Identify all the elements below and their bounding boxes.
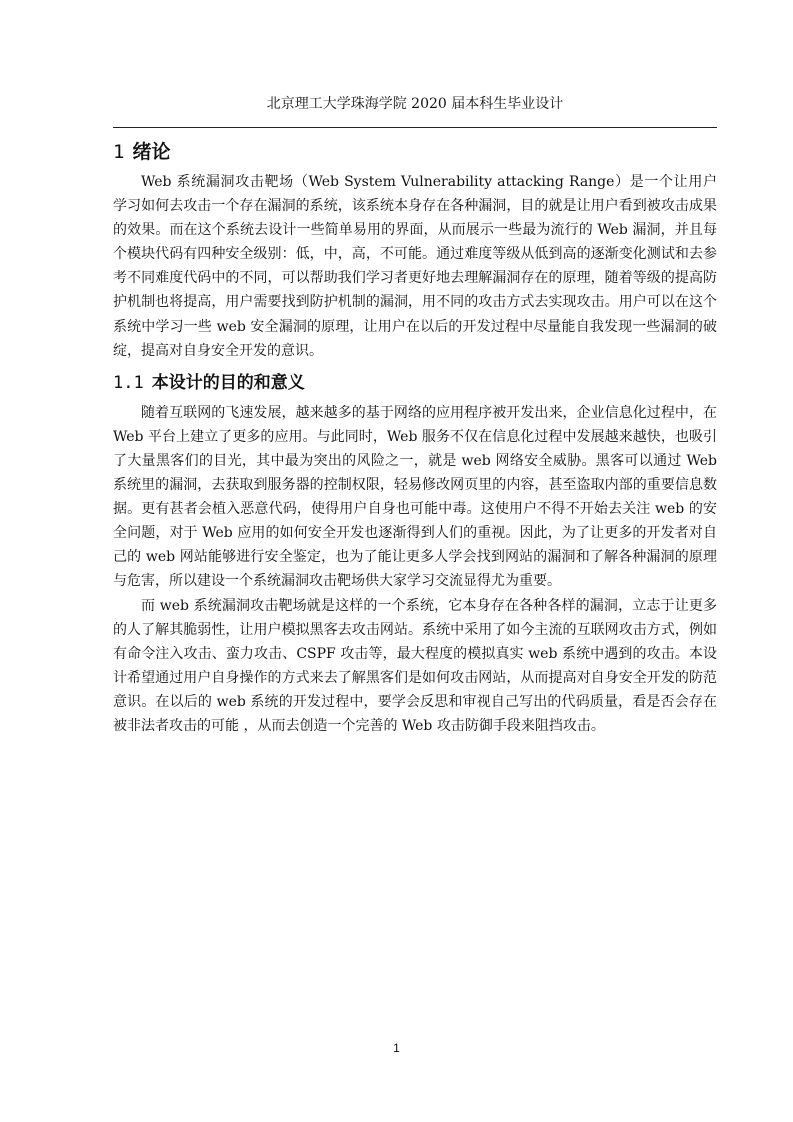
running-header: 北京理工大学珠海学院 2020 届本科生毕业设计 <box>266 96 564 112</box>
chapter-title: 绪论 <box>132 141 171 163</box>
section-heading <box>113 369 717 397</box>
header-rule <box>113 127 717 128</box>
page-body <box>113 138 717 738</box>
chapter-paragraph-1: Web 系统漏洞攻击靶场（Web System Vulnerability attacking Range）是一个让用户学习如何去攻击一个存在漏洞的系统，该系统本身存在各种漏洞，目的就是让用户看到被攻击成果的效果。而在这个系统去设计一些简单易用的界面，从而展示一些最为流行的 Web 漏洞，并且每个模块代码有四种安全级别：低，中，高，不可能。通过难度等级从低到高的逐渐变化测试和去参考不同难度代码中的不同，可以帮助我们学习者更好地去理解漏洞存在的原理，随着等级的提高防护机制也将提高，用户需要找到防护机制的漏洞，用不同的攻击方式去实现攻击。用户可以在这个系统中学习一些 web 安全漏洞的原理，让用户在以后的开发过程中尽量能自我发现一些漏洞的破绽，提高对自身安全开发的意识。 <box>113 174 717 359</box>
section-paragraph-1: 随着互联网的飞速发展，越来越多的基于网络的应用程序被开发出来，企业信息化过程中，在 Web 平台上建立了更多的应用。与此同时，Web 服务不仅在信息化过程中发展越来越快，也吸引了大量黑客们的目光，其中最为突出的风险之一，就是 web 网络安全威胁。黑客可以通过 Web 系统里的漏洞，去获取到服务器的控制权限，轻易修改网页里的内容，甚至盗取内部的重要信息数据。更有甚者会植入恶意代码，使得用户自身也可能中毒。这使用户不得不开始去关注 web 的安全问题，对于 Web 应用的如何安全开发也逐渐得到人们的重视。因此，为了让更多的开发者对自己的 web 网站能够进行安全鉴定，也为了能让更多人学会找到网站的漏洞和了解各种漏洞的原理与危害，所以建设一个系统漏洞攻击靶场供大家学习交流显得尤为重要。 <box>113 404 717 590</box>
chapter-heading <box>113 138 717 170</box>
section-title: 本设计的目的和意义 <box>151 372 305 393</box>
chapter-number: 1 <box>113 141 125 163</box>
section-paragraph-2: 而 web 系统漏洞攻击靶场就是这样的一个系统，它本身存在各种各样的漏洞，立志于让更多的人了解其脆弱性，让用户模拟黑客去攻击网站。系统中采用了如今主流的互联网攻击方式，例如有命令注入攻击、蛮力攻击、CSPF 攻击等，最大程度的模拟真实 web 系统中遇到的攻击。本设计希望通过用户自身操作的方式来去了解黑客们是如何攻击网站，从而提高对自身安全开发的防范意识。在以后的 web 系统的开发过程中，要学会反思和审视自己写出的代码质量，看是否会存在被非法者攻击的可能 ，从而去创造一个完善的 Web 攻击防御手段来阻挡攻击。 <box>113 597 717 734</box>
page-number: 1 <box>393 1041 400 1055</box>
section-number: 1.1 <box>113 372 144 393</box>
